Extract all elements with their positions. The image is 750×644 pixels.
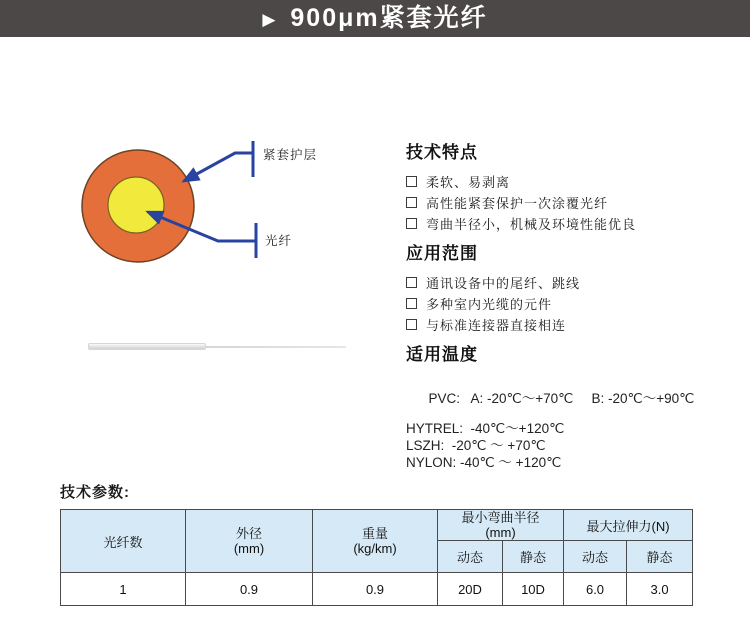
fiber-core-circle [108,177,164,233]
col-header-weight-unit: (kg/km) [353,541,397,556]
list-item [406,315,736,334]
temperature-heading: 适用温度 [406,345,478,364]
col-header-outer-diameter-name: 外径 [235,526,262,541]
application-text: 多种室内光缆的元件 [426,297,553,312]
group-header-min-bend-radius-unit: (mm) [485,525,516,540]
list-item [406,214,736,233]
temperature-block [406,376,736,470]
list-item [406,172,736,191]
fiber-photo [88,342,346,354]
cell-tensile-dynamic: 6.0 [564,573,627,606]
cell-weight: 0.9 [313,573,438,606]
buffer-callout-arrow [184,153,253,181]
pvc-range-a: PVC: A: -20℃～+70℃ [428,391,574,406]
cell-fiber-count: 1 [61,573,186,606]
checkbox-icon [406,298,417,309]
checkbox-icon [406,197,417,208]
group-header-min-bend-radius-name: 最小弯曲半径 [461,510,540,525]
group-header-min-bend-radius [438,510,564,541]
applications-list [406,273,736,334]
buffer-layer-label: 紧套护层 [263,148,318,162]
parameters-table [60,509,693,606]
list-item [406,273,736,292]
applications-heading: 应用范围 [406,244,478,263]
group-header-max-tensile: 最大拉伸力(N) [564,510,693,541]
sub-header-static: 静态 [503,541,564,573]
sub-header-dynamic: 动态 [564,541,627,573]
fiber-cross-section-diagram [60,130,400,280]
table-row [61,573,693,606]
pvc-range-b: B: -20℃～+90℃ [591,391,695,406]
features-list [406,172,736,233]
col-header-weight [313,510,438,573]
feature-text: 柔软、易剥离 [426,175,511,190]
application-text: 与标准连接器直接相连 [426,318,567,333]
spec-text-column [406,143,736,470]
checkbox-icon [406,218,417,229]
checkbox-icon [406,319,417,330]
list-item [406,294,736,313]
fiber-label: 光纤 [265,234,293,248]
fiber-photo-buffer-tube [88,343,206,350]
col-header-weight-name: 重量 [361,526,388,541]
cell-tensile-static: 3.0 [627,573,693,606]
cell-bend-static: 10D [503,573,564,606]
temperature-line-hytrel: HYTREL: -40℃～+120℃ [406,421,565,436]
feature-text: 高性能紧套保护一次涂覆光纤 [426,196,609,211]
feature-text: 弯曲半径小，机械及环境性能优良 [426,217,637,232]
temperature-line-lszh: LSZH: -20℃ ～ +70℃ [406,438,546,453]
page-title: 900μm紧套光纤 [290,4,488,32]
col-header-outer-diameter-unit: (mm) [233,541,265,556]
temperature-line-nylon: NYLON: -40℃ ～ +120℃ [406,455,562,470]
parameters-heading: 技术参数: [60,484,130,501]
col-header-outer-diameter [186,510,313,573]
page-header-bar [0,0,750,37]
application-text: 通讯设备中的尾纤、跳线 [426,276,581,291]
list-item [406,193,736,212]
cell-outer-diameter: 0.9 [186,573,313,606]
checkbox-icon [406,277,417,288]
fiber-photo-bare-strand [205,346,346,348]
sub-header-static: 静态 [627,541,693,573]
cell-bend-dynamic: 20D [438,573,503,606]
temperature-line-pvc [406,376,736,421]
triangle-bullet-icon: ▶ [262,10,276,29]
col-header-fiber-count: 光纤数 [61,510,186,573]
features-heading: 技术特点 [406,143,478,162]
sub-header-dynamic: 动态 [438,541,503,573]
checkbox-icon [406,176,417,187]
